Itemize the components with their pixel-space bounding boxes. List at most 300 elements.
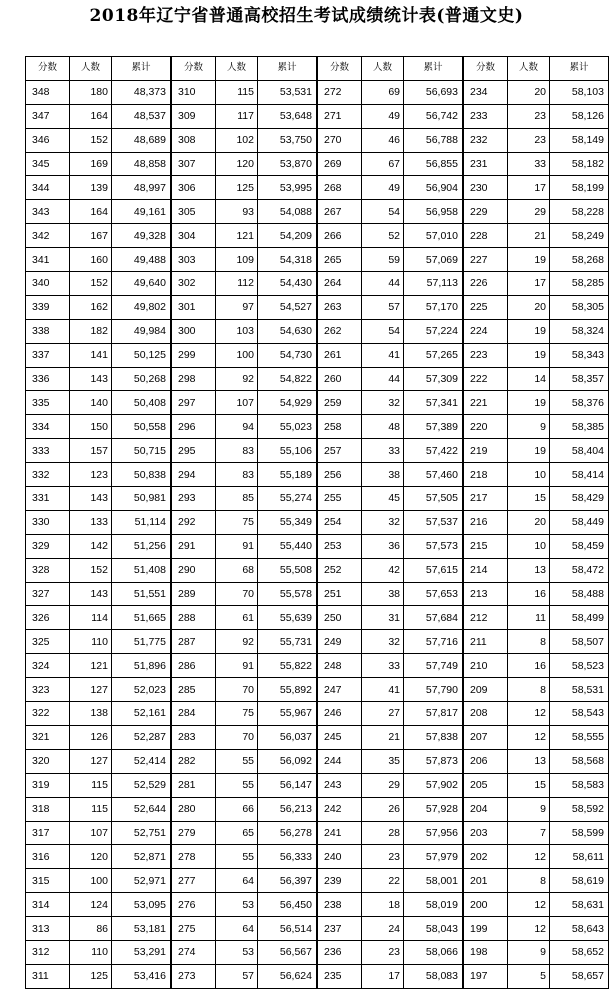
score-cell: 304 (172, 224, 216, 248)
score-cell: 341 (26, 248, 70, 272)
table-row (318, 128, 463, 152)
count-cell: 92 (216, 367, 258, 391)
count-cell: 16 (508, 582, 550, 606)
score-cell: 216 (464, 510, 508, 534)
cumulative-cell: 52,971 (112, 869, 171, 893)
score-cell: 283 (172, 725, 216, 749)
table-row (464, 749, 609, 773)
table-row (464, 654, 609, 678)
count-cell: 21 (362, 725, 404, 749)
cumulative-cell: 58,531 (550, 678, 609, 702)
count-cell: 16 (508, 654, 550, 678)
table-row (26, 678, 171, 702)
count-cell: 110 (70, 630, 112, 654)
cumulative-cell: 58,429 (550, 487, 609, 511)
score-cell: 258 (318, 415, 362, 439)
table-row (26, 845, 171, 869)
table-row (318, 797, 463, 821)
score-cell: 342 (26, 224, 70, 248)
table-row (172, 80, 317, 104)
table-row (172, 845, 317, 869)
cumulative-cell: 57,309 (404, 367, 463, 391)
count-cell: 57 (362, 295, 404, 319)
table-row (318, 725, 463, 749)
cumulative-cell: 58,268 (550, 248, 609, 272)
cumulative-cell: 53,870 (258, 152, 317, 176)
table-row (464, 845, 609, 869)
count-cell: 31 (362, 606, 404, 630)
score-cell: 229 (464, 200, 508, 224)
count-cell: 9 (508, 940, 550, 964)
count-cell: 69 (362, 80, 404, 104)
count-cell: 67 (362, 152, 404, 176)
table-row (26, 463, 171, 487)
cumulative-cell: 57,460 (404, 463, 463, 487)
cumulative-cell: 54,527 (258, 295, 317, 319)
table-row (318, 964, 463, 988)
score-cell: 322 (26, 702, 70, 726)
cumulative-cell: 48,997 (112, 176, 171, 200)
cumulative-cell: 49,328 (112, 224, 171, 248)
count-cell: 9 (508, 415, 550, 439)
score-cell: 210 (464, 654, 508, 678)
count-cell: 65 (216, 821, 258, 845)
count-cell: 59 (362, 248, 404, 272)
count-cell: 12 (508, 702, 550, 726)
cumulative-cell: 56,278 (258, 821, 317, 845)
score-cell: 308 (172, 128, 216, 152)
score-cell: 281 (172, 773, 216, 797)
count-cell: 92 (216, 630, 258, 654)
score-cell: 238 (318, 893, 362, 917)
score-cell: 345 (26, 152, 70, 176)
table-row (464, 797, 609, 821)
header-count: 人数 (70, 57, 112, 81)
table-row (172, 869, 317, 893)
table-row (464, 391, 609, 415)
score-table-group (317, 56, 463, 989)
table-row (172, 582, 317, 606)
count-cell: 85 (216, 487, 258, 511)
count-cell: 141 (70, 343, 112, 367)
score-cell: 230 (464, 176, 508, 200)
score-cell: 273 (172, 964, 216, 988)
score-cell: 309 (172, 104, 216, 128)
header-row (26, 57, 171, 81)
cumulative-cell: 56,333 (258, 845, 317, 869)
score-cell: 340 (26, 272, 70, 296)
cumulative-cell: 58,592 (550, 797, 609, 821)
count-cell: 114 (70, 606, 112, 630)
count-cell: 49 (362, 176, 404, 200)
count-cell: 109 (216, 248, 258, 272)
score-cell: 219 (464, 439, 508, 463)
header-score: 分数 (26, 57, 70, 81)
table-row (318, 248, 463, 272)
count-cell: 14 (508, 367, 550, 391)
cumulative-cell: 56,514 (258, 917, 317, 941)
header-row (464, 57, 609, 81)
score-cell: 275 (172, 917, 216, 941)
cumulative-cell: 55,508 (258, 558, 317, 582)
count-cell: 100 (70, 869, 112, 893)
score-cell: 202 (464, 845, 508, 869)
score-cell: 334 (26, 415, 70, 439)
count-cell: 23 (508, 128, 550, 152)
cumulative-cell: 57,902 (404, 773, 463, 797)
cumulative-cell: 48,689 (112, 128, 171, 152)
score-cell: 217 (464, 487, 508, 511)
cumulative-cell: 55,731 (258, 630, 317, 654)
cumulative-cell: 48,858 (112, 152, 171, 176)
table-row (172, 415, 317, 439)
cumulative-cell: 55,349 (258, 510, 317, 534)
table-row (318, 104, 463, 128)
count-cell: 75 (216, 510, 258, 534)
header-row (172, 57, 317, 81)
table-row (26, 415, 171, 439)
score-cell: 212 (464, 606, 508, 630)
table-row (26, 343, 171, 367)
count-cell: 61 (216, 606, 258, 630)
table-row (318, 439, 463, 463)
table-row (318, 558, 463, 582)
score-cell: 329 (26, 534, 70, 558)
table-row (26, 367, 171, 391)
cumulative-cell: 50,558 (112, 415, 171, 439)
cumulative-cell: 57,928 (404, 797, 463, 821)
count-cell: 143 (70, 367, 112, 391)
score-cell: 280 (172, 797, 216, 821)
table-row (26, 439, 171, 463)
table-row (172, 773, 317, 797)
cumulative-cell: 57,684 (404, 606, 463, 630)
table-row (26, 534, 171, 558)
count-cell: 9 (508, 797, 550, 821)
cumulative-cell: 58,543 (550, 702, 609, 726)
score-cell: 214 (464, 558, 508, 582)
table-row (464, 917, 609, 941)
cumulative-cell: 54,630 (258, 319, 317, 343)
cumulative-cell: 54,088 (258, 200, 317, 224)
count-cell: 94 (216, 415, 258, 439)
count-cell: 152 (70, 272, 112, 296)
score-cell: 285 (172, 678, 216, 702)
table-row (26, 940, 171, 964)
table-row (318, 821, 463, 845)
table-row (464, 80, 609, 104)
table-row (464, 678, 609, 702)
score-cell: 289 (172, 582, 216, 606)
cumulative-cell: 58,001 (404, 869, 463, 893)
table-row (318, 463, 463, 487)
score-cell: 240 (318, 845, 362, 869)
count-cell: 124 (70, 893, 112, 917)
score-cell: 204 (464, 797, 508, 821)
score-cell: 243 (318, 773, 362, 797)
count-cell: 115 (70, 797, 112, 821)
score-cell: 265 (318, 248, 362, 272)
score-cell: 312 (26, 940, 70, 964)
count-cell: 17 (508, 272, 550, 296)
score-cell: 248 (318, 654, 362, 678)
table-row (464, 319, 609, 343)
count-cell: 121 (216, 224, 258, 248)
score-cell: 296 (172, 415, 216, 439)
score-cell: 209 (464, 678, 508, 702)
cumulative-cell: 57,422 (404, 439, 463, 463)
table-row (464, 200, 609, 224)
table-row (172, 510, 317, 534)
score-cell: 231 (464, 152, 508, 176)
score-cell: 201 (464, 869, 508, 893)
score-cell: 287 (172, 630, 216, 654)
score-cell: 220 (464, 415, 508, 439)
count-cell: 12 (508, 893, 550, 917)
score-cell: 241 (318, 821, 362, 845)
cumulative-cell: 51,551 (112, 582, 171, 606)
count-cell: 66 (216, 797, 258, 821)
count-cell: 83 (216, 439, 258, 463)
score-cell: 326 (26, 606, 70, 630)
score-cell: 244 (318, 749, 362, 773)
table-row (318, 773, 463, 797)
table-row (26, 630, 171, 654)
table-row (26, 104, 171, 128)
count-cell: 32 (362, 630, 404, 654)
cumulative-cell: 58,619 (550, 869, 609, 893)
table-row (26, 510, 171, 534)
cumulative-cell: 53,095 (112, 893, 171, 917)
count-cell: 157 (70, 439, 112, 463)
table-row (318, 534, 463, 558)
table-row (464, 773, 609, 797)
table-row (464, 487, 609, 511)
table-row (26, 582, 171, 606)
cumulative-cell: 51,408 (112, 558, 171, 582)
score-cell: 242 (318, 797, 362, 821)
count-cell: 83 (216, 463, 258, 487)
table-row (172, 200, 317, 224)
cumulative-cell: 57,749 (404, 654, 463, 678)
cumulative-cell: 58,631 (550, 893, 609, 917)
score-cell: 320 (26, 749, 70, 773)
count-cell: 8 (508, 630, 550, 654)
count-cell: 12 (508, 845, 550, 869)
cumulative-cell: 52,529 (112, 773, 171, 797)
cumulative-cell: 49,640 (112, 272, 171, 296)
table-row (318, 510, 463, 534)
score-cell: 205 (464, 773, 508, 797)
cumulative-cell: 58,643 (550, 917, 609, 941)
count-cell: 10 (508, 534, 550, 558)
score-cell: 306 (172, 176, 216, 200)
table-row (172, 104, 317, 128)
score-cell: 330 (26, 510, 70, 534)
cumulative-cell: 56,213 (258, 797, 317, 821)
score-cell: 218 (464, 463, 508, 487)
score-cell: 347 (26, 104, 70, 128)
table-row (318, 654, 463, 678)
score-cell: 206 (464, 749, 508, 773)
table-row (26, 725, 171, 749)
table-row (26, 749, 171, 773)
count-cell: 8 (508, 678, 550, 702)
table-row (172, 821, 317, 845)
score-cell: 263 (318, 295, 362, 319)
table-row (464, 893, 609, 917)
score-cell: 266 (318, 224, 362, 248)
score-cell: 251 (318, 582, 362, 606)
table-row (172, 749, 317, 773)
cumulative-cell: 54,318 (258, 248, 317, 272)
count-cell: 57 (216, 964, 258, 988)
cumulative-cell: 56,037 (258, 725, 317, 749)
score-cell: 245 (318, 725, 362, 749)
count-cell: 19 (508, 319, 550, 343)
count-cell: 68 (216, 558, 258, 582)
score-cell: 319 (26, 773, 70, 797)
count-cell: 12 (508, 917, 550, 941)
count-cell: 12 (508, 725, 550, 749)
table-row (318, 295, 463, 319)
table-row (318, 630, 463, 654)
table-row (26, 391, 171, 415)
count-cell: 10 (508, 463, 550, 487)
cumulative-cell: 58,305 (550, 295, 609, 319)
score-cell: 252 (318, 558, 362, 582)
score-cell: 278 (172, 845, 216, 869)
count-cell: 64 (216, 917, 258, 941)
count-cell: 20 (508, 80, 550, 104)
table-row (172, 940, 317, 964)
score-cell: 286 (172, 654, 216, 678)
score-cell: 253 (318, 534, 362, 558)
table-row (172, 319, 317, 343)
count-cell: 23 (362, 845, 404, 869)
count-cell: 15 (508, 487, 550, 511)
cumulative-cell: 58,652 (550, 940, 609, 964)
count-cell: 19 (508, 343, 550, 367)
score-cell: 299 (172, 343, 216, 367)
score-cell: 268 (318, 176, 362, 200)
count-cell: 32 (362, 391, 404, 415)
count-cell: 24 (362, 917, 404, 941)
table-row (464, 869, 609, 893)
count-cell: 126 (70, 725, 112, 749)
count-cell: 110 (70, 940, 112, 964)
table-row (26, 797, 171, 821)
cumulative-cell: 58,083 (404, 964, 463, 988)
score-cell: 274 (172, 940, 216, 964)
table-row (464, 248, 609, 272)
cumulative-cell: 58,343 (550, 343, 609, 367)
count-cell: 112 (216, 272, 258, 296)
cumulative-cell: 56,958 (404, 200, 463, 224)
score-cell: 323 (26, 678, 70, 702)
score-cell: 303 (172, 248, 216, 272)
cumulative-cell: 55,189 (258, 463, 317, 487)
table-row (26, 295, 171, 319)
cumulative-cell: 55,274 (258, 487, 317, 511)
cumulative-cell: 58,568 (550, 749, 609, 773)
count-cell: 100 (216, 343, 258, 367)
table-row (172, 534, 317, 558)
score-cell: 203 (464, 821, 508, 845)
cumulative-cell: 57,653 (404, 582, 463, 606)
cumulative-cell: 58,019 (404, 893, 463, 917)
count-cell: 5 (508, 964, 550, 988)
cumulative-cell: 58,414 (550, 463, 609, 487)
count-cell: 41 (362, 678, 404, 702)
count-cell: 107 (70, 821, 112, 845)
count-cell: 70 (216, 678, 258, 702)
table-row (26, 248, 171, 272)
score-cell: 316 (26, 845, 70, 869)
table-row (318, 678, 463, 702)
table-row (464, 176, 609, 200)
table-row (172, 367, 317, 391)
table-row (464, 964, 609, 988)
score-cell: 199 (464, 917, 508, 941)
count-cell: 70 (216, 582, 258, 606)
table-row (464, 415, 609, 439)
count-cell: 91 (216, 654, 258, 678)
cumulative-cell: 57,716 (404, 630, 463, 654)
score-cell: 276 (172, 893, 216, 917)
count-cell: 38 (362, 463, 404, 487)
score-cell: 295 (172, 439, 216, 463)
header-score: 分数 (172, 57, 216, 81)
table-row (172, 128, 317, 152)
score-cell: 254 (318, 510, 362, 534)
score-cell: 333 (26, 439, 70, 463)
cumulative-cell: 54,209 (258, 224, 317, 248)
count-cell: 143 (70, 487, 112, 511)
score-cell: 332 (26, 463, 70, 487)
cumulative-cell: 56,092 (258, 749, 317, 773)
table-row (26, 319, 171, 343)
cumulative-cell: 58,285 (550, 272, 609, 296)
score-cell: 264 (318, 272, 362, 296)
count-cell: 180 (70, 80, 112, 104)
table-row (318, 582, 463, 606)
table-row (464, 439, 609, 463)
score-cell: 302 (172, 272, 216, 296)
score-cell: 234 (464, 80, 508, 104)
count-cell: 27 (362, 702, 404, 726)
table-row (464, 104, 609, 128)
cumulative-cell: 57,265 (404, 343, 463, 367)
table-row (172, 606, 317, 630)
cumulative-cell: 50,125 (112, 343, 171, 367)
cumulative-cell: 58,182 (550, 152, 609, 176)
count-cell: 35 (362, 749, 404, 773)
table-row (318, 319, 463, 343)
cumulative-cell: 53,995 (258, 176, 317, 200)
table-row (26, 869, 171, 893)
count-cell: 160 (70, 248, 112, 272)
header-row (318, 57, 463, 81)
header-count: 人数 (508, 57, 550, 81)
count-cell: 115 (216, 80, 258, 104)
count-cell: 107 (216, 391, 258, 415)
count-cell: 22 (362, 869, 404, 893)
score-cell: 324 (26, 654, 70, 678)
score-cell: 294 (172, 463, 216, 487)
score-cell: 300 (172, 319, 216, 343)
count-cell: 15 (508, 773, 550, 797)
